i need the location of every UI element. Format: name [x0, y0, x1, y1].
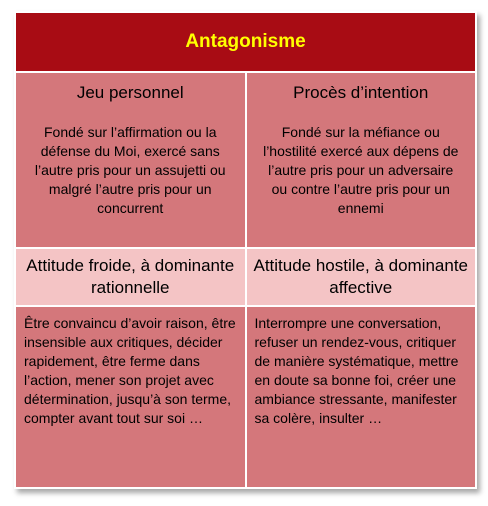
description-intent-trial: Fondé sur la méfiance ou l’hostilité exercé aux dépens de l’autre pris pour un adversaire ou contre l’autre pris pour un ennemi	[263, 124, 459, 216]
examples-cold: Être convaincu d’avoir raison, être insensible aux critiques, décider rapidement, être ferme dans l’action, mener son projet avec détermination, jusqu’à son terme, compter avant tout sur soi …	[24, 315, 236, 426]
cell-hostile-attitude	[246, 248, 477, 306]
attitude-cold: Attitude froide, à dominante rationnelle	[26, 256, 235, 297]
examples-hostile: Interrompre une conversation, refuser un rendez-vous, critiquer de manière systématique, mettre en doute sa bonne foi, créer une ambiance stressante, manifester sa colère, insulter …	[254, 315, 459, 426]
antagonism-table	[14, 11, 477, 489]
cell-cold-attitude	[15, 248, 246, 306]
heading-intent-trial: Procès d’intention	[293, 83, 429, 102]
cell-personal-game	[15, 72, 246, 248]
heading-personal-game: Jeu personnel	[76, 83, 184, 102]
description-personal-game: Fondé sur l’affirmation ou la défense du Moi, exercé sans l’autre pris pour un assujetti ou malgré l’autre pris pour un concurrent	[34, 124, 226, 216]
cell-cold-examples	[15, 306, 246, 488]
cell-intent-trial	[246, 72, 477, 248]
attitude-hostile: Attitude hostile, à dominante affective	[253, 256, 469, 297]
cell-hostile-examples	[246, 306, 477, 488]
table-title: Antagonisme	[15, 12, 476, 72]
